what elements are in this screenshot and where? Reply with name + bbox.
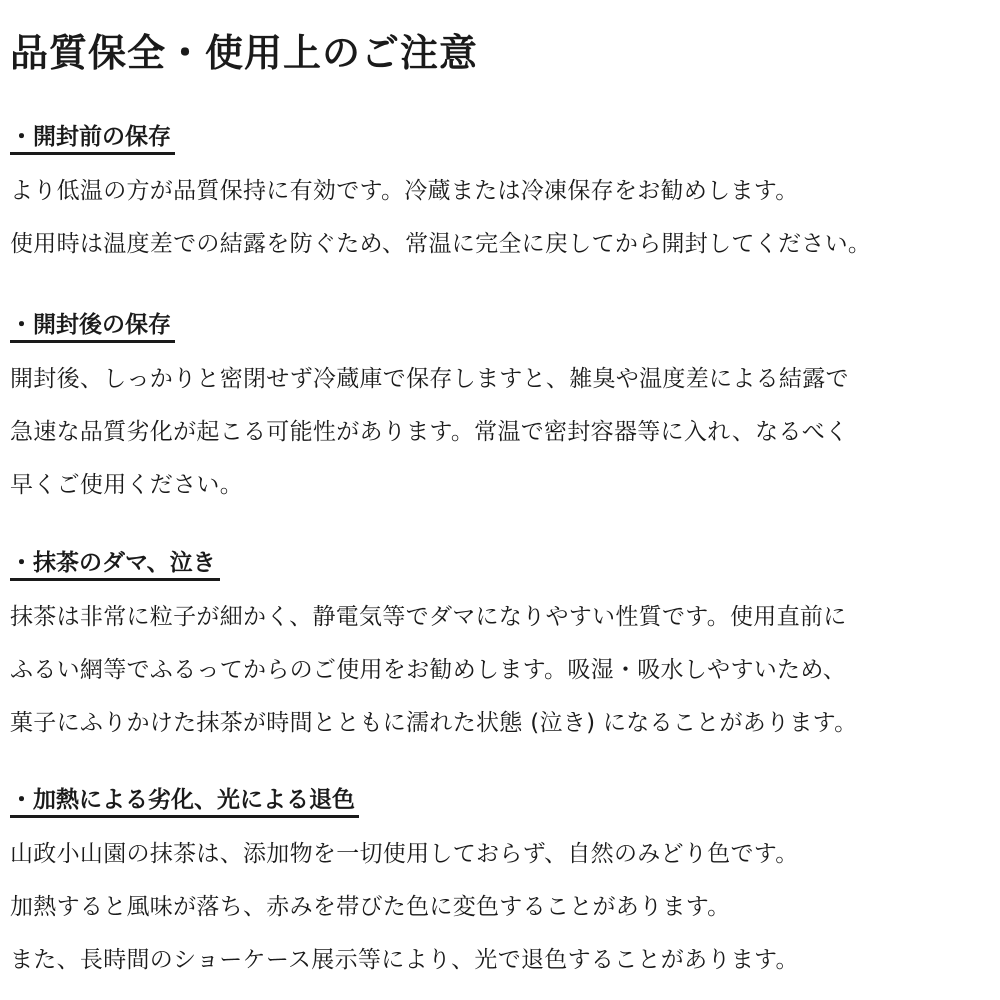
- paragraph-line: 抹茶は非常に粒子が細かく、静電気等でダマになりやすい性質です。使用直前に: [10, 604, 847, 630]
- paragraph-line: 使用時は温度差での結露を防ぐため、常温に完全に戻してから開封してください。: [10, 231, 872, 257]
- paragraph-line: 山政小山園の抹茶は、添加物を一切使用しておらず、自然のみどり色です。: [10, 841, 799, 867]
- section-heading: ・加熱による劣化、光による退色: [10, 785, 359, 818]
- section-heat-light: [10, 785, 995, 987]
- section-heading: ・開封後の保存: [10, 310, 175, 343]
- paragraph-line: 早くご使用ください。: [10, 472, 243, 498]
- paragraph-line: 菓子にふりかけた抹茶が時間とともに濡れた状態 (泣き) になることがあります。: [10, 710, 858, 736]
- section-before-opening: [10, 122, 995, 271]
- paragraph-line: 急速な品質劣化が起こる可能性があります。常温で密封容器等に入れ、なるべく: [10, 419, 849, 445]
- paragraph-line: 加熱すると風味が落ち、赤みを帯びた色に変色することがあります。: [10, 894, 731, 920]
- section-heading: ・抹茶のダマ、泣き: [10, 548, 220, 581]
- section-heading: ・開封前の保存: [10, 122, 175, 155]
- paragraph-line: より低温の方が品質保持に有効です。冷蔵または冷凍保存をお勧めします。: [10, 178, 799, 204]
- paragraph-line: また、長時間のショーケース展示等により、光で退色することがあります。: [10, 947, 799, 973]
- paragraph-line: ふるい網等でふるってからのご使用をお勧めします。吸湿・吸水しやすいため、: [10, 657, 847, 683]
- paragraph-line: 開封後、しっかりと密閉せず冷蔵庫で保存しますと、雑臭や温度差による結露で: [10, 366, 849, 392]
- section-matcha-lumps: [10, 548, 995, 750]
- section-after-opening: [10, 310, 995, 512]
- page-title: 品質保全・使用上のご注意: [10, 31, 479, 75]
